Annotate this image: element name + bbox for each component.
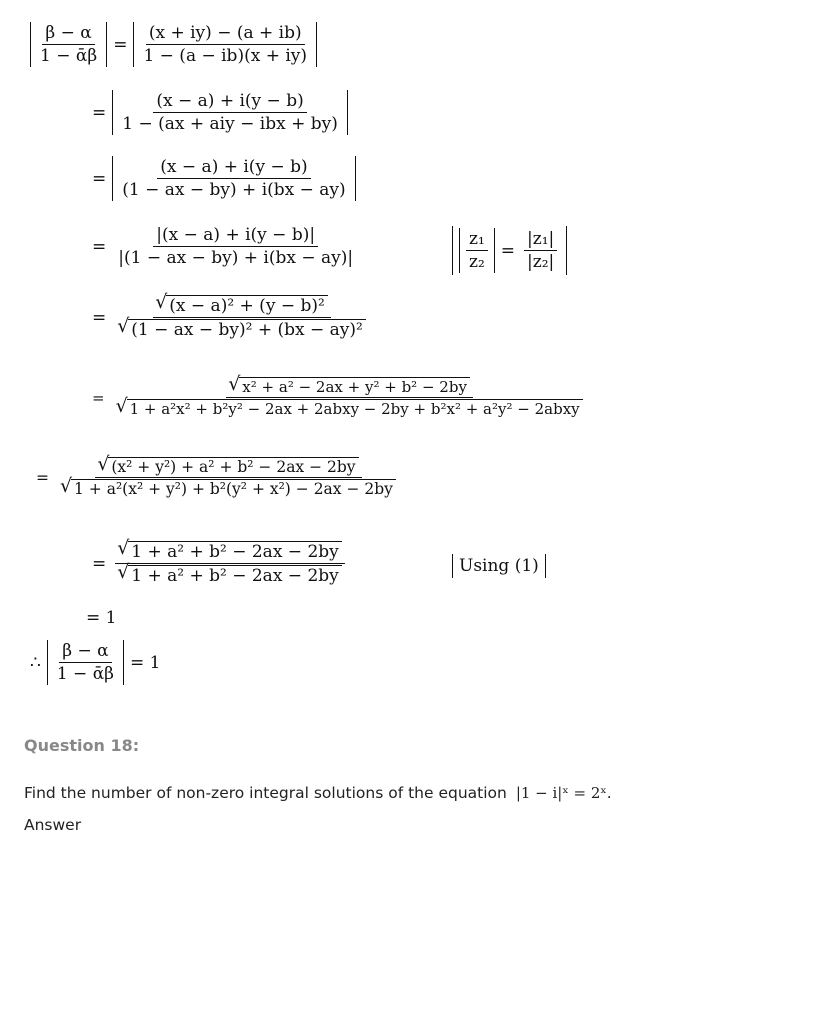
lhs-denominator: 1 − ᾱβ — [40, 46, 98, 66]
step-5-numerator: √ (x − a)² + (y − b)² — [166, 295, 328, 316]
step-6-numerator: √ x² + a² − 2ax + y² + b² − 2by — [239, 377, 470, 396]
step-10 — [30, 640, 166, 685]
question-text-line — [24, 784, 612, 802]
step-1: $\frac{\beta - \alpha}{\text{1 − ᾱβ}}$ = $\frac{(x + iy) - (a + ib)}{1 - (a - ib)(x + iy)}$ — [30, 22, 317, 67]
question-heading: Question 18: — [24, 736, 140, 755]
step-6-denominator: √ 1 + a²x² + b²y² − 2ax + 2abxy − 2by + b²x² + a²y² − 2abxy — [127, 399, 583, 418]
step-4-numerator: |(x − a) + i(y − b)| — [153, 224, 318, 247]
step-4: = $\frac{|(x - a) + i(y - b)|}{|(1 - ax - by) + i(bx - ay)|}$ — [86, 224, 359, 269]
step-3-denominator: (1 − ax − by) + i(bx − ay) — [122, 180, 346, 200]
answer-label: Answer — [24, 816, 82, 834]
note-z1: z₁ — [466, 228, 488, 251]
step-2-denominator: 1 − (ax + aiy − ibx + by) — [122, 114, 338, 134]
note-abs-z2: |z₂| — [527, 252, 555, 272]
question-end: . — [606, 784, 612, 802]
step-8-numerator: √ 1 + a² + b² − 2ax − 2by — [128, 541, 342, 562]
step-3: = $\frac{(x - a) + i(y - b)}{(1 - ax - by) + i(bx - ay)}$ — [86, 156, 356, 201]
using-note-text: Using (1) — [452, 554, 546, 578]
using-equation-note — [452, 556, 546, 576]
note-z2: z₂ — [469, 252, 485, 272]
step-7-denominator: √ 1 + a²(x² + y²) + b²(y² + x²) − 2ax − 2by — [71, 479, 396, 498]
step-2: = $\frac{(x - a) + i(y - b)}{\text{1 − (ax + aiy − ibx + by)}}$ — [86, 90, 348, 135]
conclusion-result: = 1 — [130, 652, 161, 673]
step-8-denominator: √ 1 + a² + b² − 2ax − 2by — [128, 565, 342, 586]
note-abs-z1: |z₁| — [524, 228, 557, 251]
question-text: Find the number of non-zero integral solutions of the equation — [24, 784, 507, 802]
conclusion-numerator: β − α — [59, 640, 111, 663]
step-4-denominator: |(1 − ax − by) + i(bx − ay)| — [118, 248, 354, 268]
abs-lhs — [30, 22, 107, 67]
question-equation: |1 − i|ˣ = 2ˣ — [515, 784, 607, 802]
step-2-numerator: (x − a) + i(y − b) — [153, 90, 306, 113]
step-7: = √ (x² + y²) + a² + b² − 2ax − 2by √ 1 + a²(x² + y²) + b²(y² + x²) − 2ax − 2by — [30, 456, 402, 499]
conclusion-denominator: 1 − ᾱβ — [56, 664, 115, 684]
lhs-numerator: β − α — [42, 22, 94, 45]
step-5-denominator: √ (1 − ax − by)² + (bx − ay)² — [128, 319, 366, 340]
step-8: = √ 1 + a² + b² − 2ax − 2by √ 1 + a² + b² − 2ax − 2by — [86, 540, 348, 587]
step-7-numerator: √ (x² + y²) + a² + b² − 2ax − 2by — [108, 457, 358, 476]
therefore-symbol: ∴ — [30, 652, 41, 673]
step-1-denominator: 1 − (a − ib)(x + iy) — [143, 46, 308, 66]
step-3-numerator: (x − a) + i(y − b) — [157, 156, 310, 179]
step-9: = 1 — [86, 608, 117, 628]
modulus-property-note: $\frac{\text{z₁}}{\text{z₂}}$ = $\frac{\text{|z₁|}}{\text{|z₂|}}$ — [452, 226, 567, 275]
step-1-numerator: (x + iy) − (a + ib) — [146, 22, 305, 45]
step-5: = √ (x − a)² + (y − b)² √ (1 − ax − by)² + (bx − ay)² — [86, 294, 372, 341]
step-6: = √ x² + a² − 2ax + y² + b² − 2by √ 1 + a²x² + b²y² − 2ax + 2abxy − 2by + b²x² + a²y² − 2abxy — [86, 376, 589, 419]
